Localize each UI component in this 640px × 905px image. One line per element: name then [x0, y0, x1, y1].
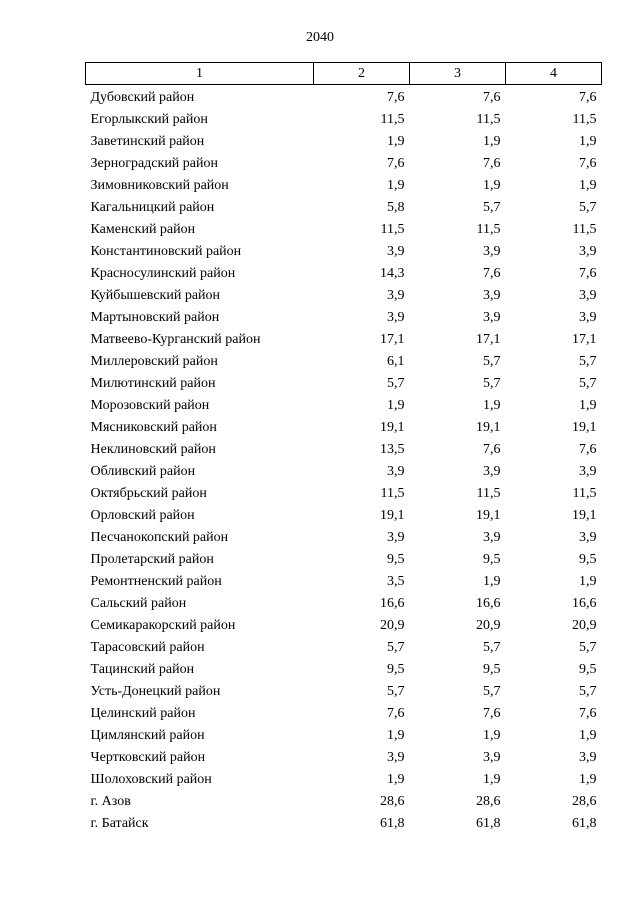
value-cell: 7,6 — [579, 90, 597, 105]
row-label-cell: Морозовский район — [90, 398, 210, 413]
table-row — [86, 329, 602, 351]
column-header: 4 — [506, 63, 602, 85]
table-row — [86, 241, 602, 263]
row-label-cell: Семикаракорский район — [90, 618, 236, 633]
value-cell: 5,7 — [483, 376, 501, 391]
value-cell: 3,9 — [483, 464, 501, 479]
value-cell: 5,7 — [579, 376, 597, 391]
value-cell: 17,1 — [380, 332, 405, 347]
row-label-cell: Орловский район — [90, 508, 195, 523]
value-cell: 19,1 — [476, 420, 501, 435]
table-row — [86, 703, 602, 725]
value-cell: 19,1 — [572, 508, 597, 523]
table-row — [86, 263, 602, 285]
table-row — [86, 219, 602, 241]
value-cell: 1,9 — [387, 728, 405, 743]
value-cell: 7,6 — [579, 442, 597, 457]
value-cell: 3,9 — [387, 750, 405, 765]
value-cell: 19,1 — [380, 508, 405, 523]
table-row — [86, 483, 602, 505]
value-cell: 7,6 — [387, 90, 405, 105]
value-cell: 3,9 — [579, 244, 597, 259]
value-cell: 20,9 — [380, 618, 405, 633]
value-cell: 3,9 — [387, 464, 405, 479]
value-cell: 5,7 — [387, 684, 405, 699]
value-cell: 5,7 — [579, 640, 597, 655]
value-cell: 1,9 — [483, 728, 501, 743]
table-row — [86, 637, 602, 659]
value-cell: 5,8 — [387, 200, 405, 215]
row-label-cell: Тацинский район — [90, 662, 195, 677]
row-label-cell: Константиновский район — [90, 244, 242, 259]
table-row — [86, 197, 602, 219]
column-header: 3 — [410, 63, 506, 85]
value-cell: 1,9 — [579, 178, 597, 193]
table-row — [86, 769, 602, 791]
value-cell: 7,6 — [483, 442, 501, 457]
table-header-row — [86, 63, 602, 85]
value-cell: 11,5 — [572, 112, 597, 127]
value-cell: 3,9 — [579, 464, 597, 479]
row-label-cell: Матвеево-Курганский район — [90, 332, 261, 347]
value-cell: 61,8 — [476, 816, 501, 831]
row-label-cell: Неклиновский район — [90, 442, 216, 457]
row-label-cell: Красносулинский район — [90, 266, 236, 281]
value-cell: 7,6 — [579, 156, 597, 171]
row-label-cell: Сальский район — [90, 596, 187, 611]
row-label-cell: г. Батайск — [90, 816, 149, 831]
value-cell: 5,7 — [483, 200, 501, 215]
value-cell: 5,7 — [387, 640, 405, 655]
value-cell: 3,9 — [483, 310, 501, 325]
column-header: 2 — [314, 63, 410, 85]
value-cell: 1,9 — [483, 134, 501, 149]
table-row — [86, 813, 602, 835]
table-row — [86, 549, 602, 571]
table-row — [86, 131, 602, 153]
value-cell: 9,5 — [387, 662, 405, 677]
value-cell: 3,9 — [483, 530, 501, 545]
column-header: 1 — [86, 63, 314, 85]
value-cell: 19,1 — [380, 420, 405, 435]
value-cell: 1,9 — [579, 134, 597, 149]
row-label-cell: Тарасовский район — [90, 640, 205, 655]
value-cell: 3,5 — [387, 574, 405, 589]
value-cell: 14,3 — [380, 266, 405, 281]
row-label-cell: Усть-Донецкий район — [90, 684, 221, 699]
row-label-cell: Мартыновский район — [90, 310, 220, 325]
table-row — [86, 175, 602, 197]
value-cell: 19,1 — [476, 508, 501, 523]
row-label-cell: Зимовниковский район — [90, 178, 229, 193]
table-row — [86, 307, 602, 329]
table-body — [86, 85, 602, 836]
row-label-cell: Цимлянский район — [90, 728, 205, 743]
table-row — [86, 373, 602, 395]
row-label-cell: Егорлыкский район — [90, 112, 208, 127]
value-cell: 17,1 — [572, 332, 597, 347]
value-cell: 16,6 — [572, 596, 597, 611]
value-cell: 3,9 — [483, 244, 501, 259]
value-cell: 1,9 — [579, 398, 597, 413]
value-cell: 5,7 — [579, 200, 597, 215]
value-cell: 1,9 — [387, 134, 405, 149]
value-cell: 1,9 — [483, 178, 501, 193]
value-cell: 11,5 — [476, 112, 501, 127]
value-cell: 17,1 — [476, 332, 501, 347]
table-row — [86, 615, 602, 637]
value-cell: 11,5 — [380, 112, 405, 127]
value-cell: 20,9 — [476, 618, 501, 633]
value-cell: 3,9 — [387, 244, 405, 259]
value-cell: 7,6 — [387, 706, 405, 721]
table-row — [86, 109, 602, 131]
value-cell: 5,7 — [483, 684, 501, 699]
row-label-cell: Пролетарский район — [90, 552, 214, 567]
table-row — [86, 681, 602, 703]
value-cell: 11,5 — [380, 486, 405, 501]
row-label-cell: Куйбышевский район — [90, 288, 221, 303]
value-cell: 3,9 — [579, 530, 597, 545]
value-cell: 5,7 — [483, 354, 501, 369]
table-row — [86, 659, 602, 681]
value-cell: 28,6 — [572, 794, 597, 809]
row-label-cell: Милютинский район — [90, 376, 216, 391]
table-row — [86, 791, 602, 813]
value-cell: 3,9 — [387, 310, 405, 325]
value-cell: 20,9 — [572, 618, 597, 633]
row-label-cell: Октябрьский район — [90, 486, 207, 501]
value-cell: 7,6 — [579, 706, 597, 721]
value-cell: 3,9 — [387, 288, 405, 303]
value-cell: 1,9 — [483, 772, 501, 787]
row-label-cell: Каменский район — [90, 222, 196, 237]
table-row — [86, 351, 602, 373]
value-cell: 7,6 — [483, 90, 501, 105]
table-row — [86, 505, 602, 527]
value-cell: 3,9 — [579, 310, 597, 325]
row-label-cell: г. Азов — [90, 794, 131, 809]
value-cell: 5,7 — [579, 684, 597, 699]
value-cell: 11,5 — [572, 486, 597, 501]
table-row — [86, 461, 602, 483]
value-cell: 3,9 — [579, 288, 597, 303]
row-label-cell: Целинский район — [90, 706, 196, 721]
value-cell: 16,6 — [380, 596, 405, 611]
value-cell: 11,5 — [572, 222, 597, 237]
table-row — [86, 747, 602, 769]
value-cell: 1,9 — [387, 398, 405, 413]
row-label-cell: Миллеровский район — [90, 354, 218, 369]
value-cell: 11,5 — [476, 486, 501, 501]
value-cell: 9,5 — [483, 552, 501, 567]
value-cell: 28,6 — [380, 794, 405, 809]
row-label-cell: Чертковский район — [90, 750, 206, 765]
data-table — [85, 62, 602, 835]
value-cell: 7,6 — [483, 156, 501, 171]
value-cell: 61,8 — [572, 816, 597, 831]
value-cell: 9,5 — [483, 662, 501, 677]
value-cell: 5,7 — [387, 376, 405, 391]
page-number: 2040 — [306, 30, 334, 45]
table-row — [86, 593, 602, 615]
table-row — [86, 527, 602, 549]
table-row — [86, 417, 602, 439]
table-row — [86, 395, 602, 417]
value-cell: 3,9 — [579, 750, 597, 765]
value-cell: 11,5 — [380, 222, 405, 237]
value-cell: 9,5 — [387, 552, 405, 567]
row-label-cell: Ремонтненский район — [90, 574, 222, 589]
table-row — [86, 153, 602, 175]
value-cell: 7,6 — [387, 156, 405, 171]
row-label-cell: Шолоховский район — [90, 772, 212, 787]
value-cell: 13,5 — [380, 442, 405, 457]
value-cell: 1,9 — [579, 772, 597, 787]
row-label-cell: Дубовский район — [90, 90, 195, 105]
value-cell: 3,9 — [387, 530, 405, 545]
value-cell: 1,9 — [387, 178, 405, 193]
row-label-cell: Песчанокопский район — [90, 530, 229, 545]
value-cell: 6,1 — [387, 354, 405, 369]
row-label-cell: Заветинский район — [90, 134, 205, 149]
value-cell: 9,5 — [579, 662, 597, 677]
table-row — [86, 571, 602, 593]
row-label-cell: Мясниковский район — [90, 420, 217, 435]
value-cell: 1,9 — [579, 728, 597, 743]
value-cell: 7,6 — [483, 706, 501, 721]
value-cell: 1,9 — [579, 574, 597, 589]
value-cell: 28,6 — [476, 794, 501, 809]
value-cell: 7,6 — [483, 266, 501, 281]
value-cell: 61,8 — [380, 816, 405, 831]
value-cell: 16,6 — [476, 596, 501, 611]
value-cell: 3,9 — [483, 750, 501, 765]
value-cell: 1,9 — [483, 398, 501, 413]
value-cell: 1,9 — [483, 574, 501, 589]
value-cell: 5,7 — [483, 640, 501, 655]
row-label-cell: Зерноградский район — [90, 156, 218, 171]
value-cell: 19,1 — [572, 420, 597, 435]
table-row — [86, 285, 602, 307]
value-cell: 5,7 — [579, 354, 597, 369]
table-row — [86, 85, 602, 110]
value-cell: 9,5 — [579, 552, 597, 567]
table-row — [86, 725, 602, 747]
table-row — [86, 439, 602, 461]
value-cell: 11,5 — [476, 222, 501, 237]
value-cell: 3,9 — [483, 288, 501, 303]
row-label-cell: Обливский район — [90, 464, 196, 479]
row-label-cell: Кагальницкий район — [90, 200, 215, 215]
value-cell: 1,9 — [387, 772, 405, 787]
value-cell: 7,6 — [579, 266, 597, 281]
